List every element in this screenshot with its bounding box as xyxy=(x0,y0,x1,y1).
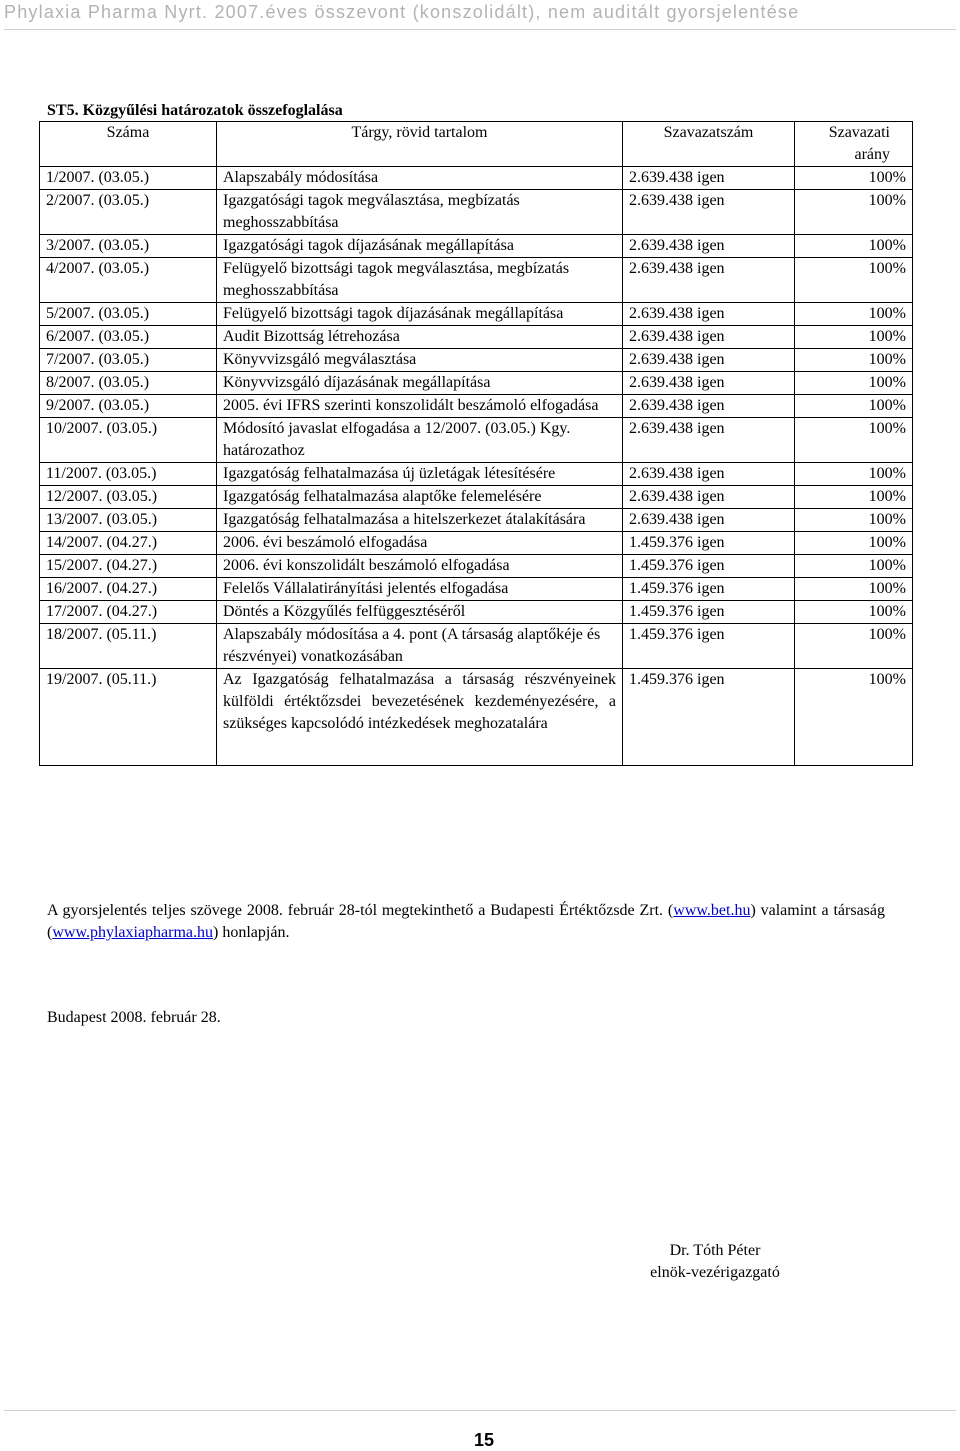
vote-count-cell: 1.459.376 igen xyxy=(623,669,795,766)
vote-ratio-cell: 100% xyxy=(795,463,913,486)
signatory-name: Dr. Tóth Péter xyxy=(669,1242,761,1259)
resolution-number-cell: 17/2007. (04.27.) xyxy=(40,601,217,624)
resolution-subject-cell: 2006. évi beszámoló elfogadása xyxy=(217,532,623,555)
vote-count-cell: 2.639.438 igen xyxy=(623,486,795,509)
resolution-subject-cell: Igazgatósági tagok díjazásának megállapítása xyxy=(217,235,623,258)
vote-count-cell: 2.639.438 igen xyxy=(623,303,795,326)
column-header-votes: Szavazatszám xyxy=(623,122,795,167)
vote-ratio-cell: 100% xyxy=(795,326,913,349)
vote-ratio-cell: 100% xyxy=(795,486,913,509)
table-row xyxy=(40,624,913,669)
vote-count-cell: 1.459.376 igen xyxy=(623,601,795,624)
vote-ratio-cell: 100% xyxy=(795,190,913,235)
resolution-subject-cell: Felügyelő bizottsági tagok díjazásának megállapítása xyxy=(217,303,623,326)
resolution-number-cell: 19/2007. (05.11.) xyxy=(40,669,217,766)
page-number: 15 xyxy=(473,1430,495,1450)
vote-ratio-cell: 100% xyxy=(795,509,913,532)
resolution-subject-cell: Audit Bizottság létrehozása xyxy=(217,326,623,349)
resolution-number-cell: 4/2007. (03.05.) xyxy=(40,258,217,303)
resolution-subject-cell: Igazgatóság felhatalmazása alaptőke felemelésére xyxy=(217,486,623,509)
resolution-subject-cell: Alapszabály módosítása a 4. pont (A társaság alaptőkéje és részvényei) vonatkozásában xyxy=(217,624,623,669)
resolution-number-cell: 18/2007. (05.11.) xyxy=(40,624,217,669)
table-row xyxy=(40,326,913,349)
resolution-subject-cell: 2005. évi IFRS szerinti konszolidált beszámoló elfogadása xyxy=(217,395,623,418)
vote-ratio-cell: 100% xyxy=(795,532,913,555)
vote-ratio-cell: 100% xyxy=(795,258,913,303)
vote-count-cell: 2.639.438 igen xyxy=(623,258,795,303)
resolution-number-cell: 1/2007. (03.05.) xyxy=(40,167,217,190)
vote-count-cell: 2.639.438 igen xyxy=(623,463,795,486)
signature-block xyxy=(600,1240,830,1284)
resolution-subject-cell: Igazgatóság felhatalmazása a hitelszerkezet átalakítására xyxy=(217,509,623,532)
table-row xyxy=(40,555,913,578)
resolution-number-cell: 10/2007. (03.05.) xyxy=(40,418,217,463)
vote-ratio-cell: 100% xyxy=(795,555,913,578)
vote-ratio-cell: 100% xyxy=(795,235,913,258)
resolution-number-cell: 14/2007. (04.27.) xyxy=(40,532,217,555)
vote-count-cell: 1.459.376 igen xyxy=(623,532,795,555)
resolution-number-cell: 12/2007. (03.05.) xyxy=(40,486,217,509)
resolution-number-cell: 5/2007. (03.05.) xyxy=(40,303,217,326)
vote-ratio-cell: 100% xyxy=(795,349,913,372)
table-row xyxy=(40,349,913,372)
table-row xyxy=(40,190,913,235)
note-text-1: A gyorsjelentés teljes szövege 2008. február 28-tól megtekinthető a Budapesti Értéktőzsde Zrt. ( xyxy=(47,902,674,919)
table-row xyxy=(40,303,913,326)
vote-ratio-cell: 100% xyxy=(795,372,913,395)
note-text-2: ) valamint a társaság ( xyxy=(47,902,885,941)
vote-ratio-cell: 100% xyxy=(795,669,913,766)
resolution-subject-cell: Felelős Vállalatirányítási jelentés elfogadása xyxy=(217,578,623,601)
vote-count-cell: 1.459.376 igen xyxy=(623,624,795,669)
table-row xyxy=(40,418,913,463)
resolution-number-cell: 13/2007. (03.05.) xyxy=(40,509,217,532)
footer-divider xyxy=(4,1410,956,1411)
vote-count-cell: 2.639.438 igen xyxy=(623,418,795,463)
resolutions-table xyxy=(39,121,913,766)
resolution-number-cell: 16/2007. (04.27.) xyxy=(40,578,217,601)
vote-count-cell: 2.639.438 igen xyxy=(623,326,795,349)
table-row xyxy=(40,601,913,624)
resolution-number-cell: 2/2007. (03.05.) xyxy=(40,190,217,235)
vote-count-cell: 2.639.438 igen xyxy=(623,190,795,235)
table-row xyxy=(40,258,913,303)
vote-count-cell: 2.639.438 igen xyxy=(623,167,795,190)
vote-count-cell: 2.639.438 igen xyxy=(623,235,795,258)
column-header-number: Száma xyxy=(40,122,217,167)
resolution-subject-cell: Módosító javaslat elfogadása a 12/2007. (03.05.) Kgy. határozathoz xyxy=(217,418,623,463)
vote-ratio-cell: 100% xyxy=(795,395,913,418)
resolution-number-cell: 15/2007. (04.27.) xyxy=(40,555,217,578)
resolution-number-cell: 7/2007. (03.05.) xyxy=(40,349,217,372)
table-row xyxy=(40,509,913,532)
vote-count-cell: 2.639.438 igen xyxy=(623,509,795,532)
vote-ratio-cell: 100% xyxy=(795,418,913,463)
note-text-3: ) honlapján. xyxy=(213,924,290,941)
resolution-number-cell: 8/2007. (03.05.) xyxy=(40,372,217,395)
resolution-subject-cell: Az Igazgatóság felhatalmazása a társaság részvényeinek külföldi értéktőzsdei bevezetésének kezdeményezésére, a szükséges kapcsolódó intézkedések meghozatalára xyxy=(217,669,623,766)
table-row xyxy=(40,578,913,601)
availability-note xyxy=(47,900,885,944)
table-row xyxy=(40,463,913,486)
resolution-subject-cell: 2006. évi konszolidált beszámoló elfogadása xyxy=(217,555,623,578)
vote-count-cell: 2.639.438 igen xyxy=(623,349,795,372)
vote-ratio-cell: 100% xyxy=(795,601,913,624)
table-row xyxy=(40,669,913,766)
table-row xyxy=(40,235,913,258)
bet-link[interactable]: www.bet.hu xyxy=(673,902,751,919)
resolution-subject-cell: Döntés a Közgyűlés felfüggesztéséről xyxy=(217,601,623,624)
page-header: Phylaxia Pharma Nyrt. 2007.éves összevont (konszolidált), nem auditált gyorsjelentése xyxy=(4,2,800,22)
resolution-subject-cell: Felügyelő bizottsági tagok megválasztása, megbízatás meghosszabbítása xyxy=(217,258,623,303)
vote-ratio-cell: 100% xyxy=(795,624,913,669)
vote-count-cell: 2.639.438 igen xyxy=(623,395,795,418)
table-row xyxy=(40,372,913,395)
header-divider xyxy=(4,29,956,30)
table-row xyxy=(40,486,913,509)
resolution-number-cell: 6/2007. (03.05.) xyxy=(40,326,217,349)
signatory-title: elnök-vezérigazgató xyxy=(650,1264,780,1281)
table-row xyxy=(40,167,913,190)
resolution-subject-cell: Könyvvizsgáló díjazásának megállapítása xyxy=(217,372,623,395)
column-header-subject: Tárgy, rövid tartalom xyxy=(217,122,623,167)
resolution-subject-cell: Igazgatóság felhatalmazása új üzletágak létesítésére xyxy=(217,463,623,486)
resolution-subject-cell: Könyvvizsgáló megválasztása xyxy=(217,349,623,372)
resolution-subject-cell: Alapszabály módosítása xyxy=(217,167,623,190)
resolution-number-cell: 9/2007. (03.05.) xyxy=(40,395,217,418)
vote-ratio-cell: 100% xyxy=(795,303,913,326)
resolution-number-cell: 3/2007. (03.05.) xyxy=(40,235,217,258)
table-row xyxy=(40,395,913,418)
resolution-number-cell: 11/2007. (03.05.) xyxy=(40,463,217,486)
vote-count-cell: 1.459.376 igen xyxy=(623,555,795,578)
section-title: ST5. Közgyűlési határozatok összefoglalása xyxy=(47,102,343,119)
vote-ratio-cell: 100% xyxy=(795,167,913,190)
column-header-ratio: Szavazati arány xyxy=(795,122,913,167)
place-and-date: Budapest 2008. február 28. xyxy=(47,1009,221,1026)
company-website-link[interactable]: www.phylaxiapharma.hu xyxy=(52,924,214,941)
resolution-subject-cell: Igazgatósági tagok megválasztása, megbízatás meghosszabbítása xyxy=(217,190,623,235)
table-header-row xyxy=(40,122,913,167)
vote-count-cell: 2.639.438 igen xyxy=(623,372,795,395)
vote-ratio-cell: 100% xyxy=(795,578,913,601)
vote-count-cell: 1.459.376 igen xyxy=(623,578,795,601)
table-row xyxy=(40,532,913,555)
